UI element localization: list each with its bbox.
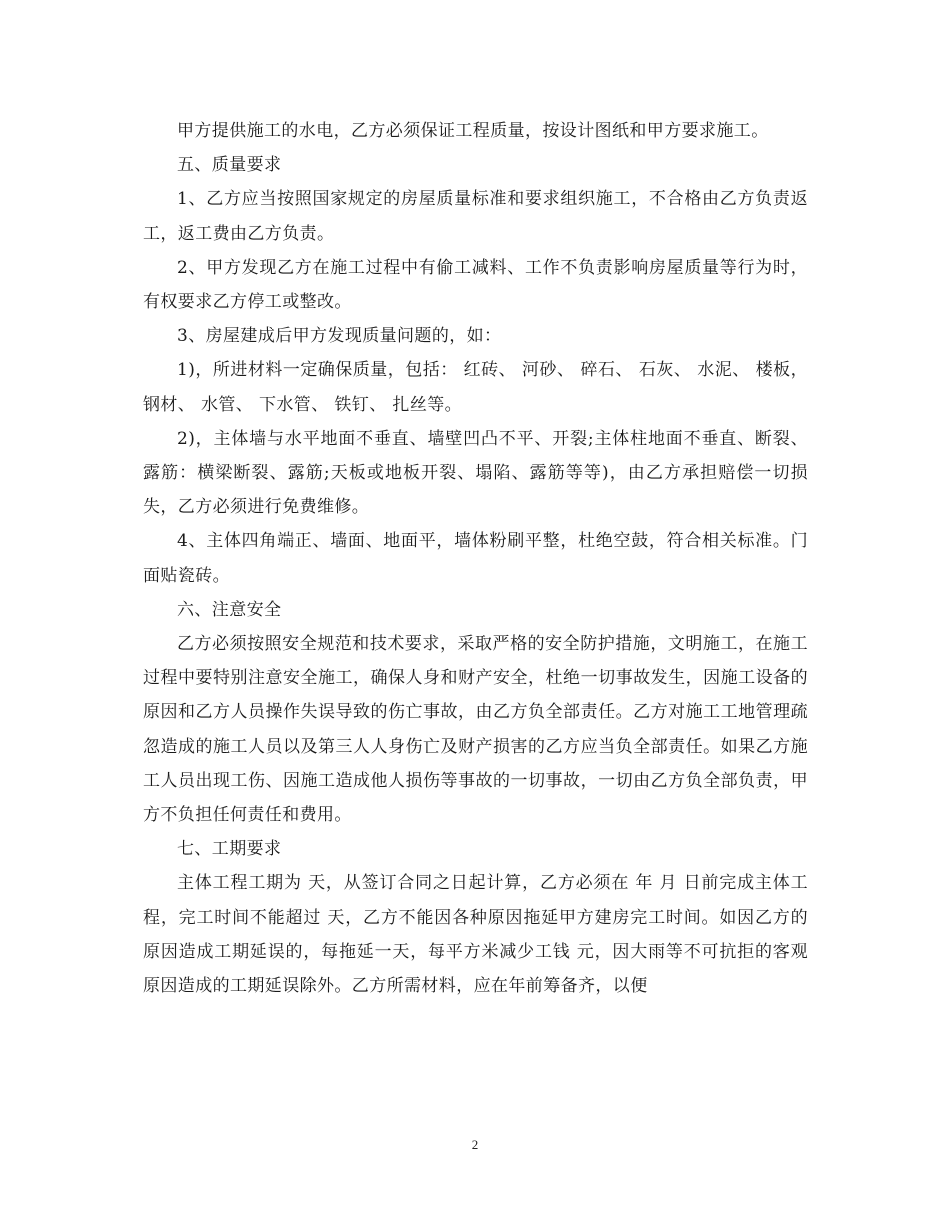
paragraph-quality-1: 1、乙方应当按照国家规定的房屋质量标准和要求组织施工，不合格由乙方负责返工，返工费由乙方负责。 xyxy=(143,189,808,244)
paragraph-materials: 1)，所进材料一定确保质量，包括： 红砖、 河砂、 碎石、 石灰、 水泥、 楼板， 钢材、 水管、 下水管、 铁钉、 扎丝等。 xyxy=(143,360,808,415)
section-heading-schedule: 七、工期要求 xyxy=(177,839,282,860)
paragraph-schedule: 主体工程工期为 天，从签订合同之日起计算，乙方必须在 年 月 日前完成主体工程，完工时间不能超过 天，乙方不能因各种原因拖延甲方建房完工时间。如因乙方的原因造成工期延误的，每拖延一天，每平方米减少工钱 元，因大雨等不可抗拒的客观原因造成的工期延误除外。乙方所需材料，应在年前筹备齐，以便 xyxy=(143,873,808,997)
document-body xyxy=(143,114,808,1003)
section-heading-quality: 五、质量要求 xyxy=(177,155,282,176)
section-heading-safety: 六、注意安全 xyxy=(177,599,282,620)
paragraph-quality-2: 2、甲方发现乙方在施工过程中有偷工减料、工作不负责影响房屋质量等行为时，有权要求乙方停工或整改。 xyxy=(143,257,808,313)
paragraph-safety: 乙方必须按照安全规范和技术要求，采取严格的安全防护措施，文明施工，在施工过程中要特别注意安全施工，确保人身和财产安全，杜绝一切事故发生，因施工设备的原因和乙方人员操作失误导致的伤亡事故，由乙方负全部责任。乙方对施工工地管理疏忽造成的施工人员以及第三人人身伤亡及财产损害的乙方应当负全部责任。如果乙方施工人员出现工伤、因施工造成他人损伤等事故的一切事故，一切由乙方负全部负责，甲方不负担任何责任和费用。 xyxy=(143,634,808,826)
page-number: 2 xyxy=(471,1137,479,1152)
paragraph-quality-4: 4、主体四角端正、墙面、地面平，墙体粉刷平整，杜绝空鼓，符合相关标准。门面贴瓷砖。 xyxy=(143,531,808,586)
paragraph-structure-defects: 2)，主体墙与水平地面不垂直、墙壁凹凸不平、开裂;主体柱地面不垂直、断裂、露筋：横梁断裂、露筋;天板或地板开裂、塌陷、露筋等等)，由乙方承担赔偿一切损失，乙方必须进行免费维修。 xyxy=(143,428,808,518)
paragraph-utilities: 甲方提供施工的水电，乙方必须保证工程质量，按设计图纸和甲方要求施工。 xyxy=(177,121,769,141)
paragraph-quality-3: 3、房屋建成后甲方发现质量问题的，如： xyxy=(177,326,502,347)
